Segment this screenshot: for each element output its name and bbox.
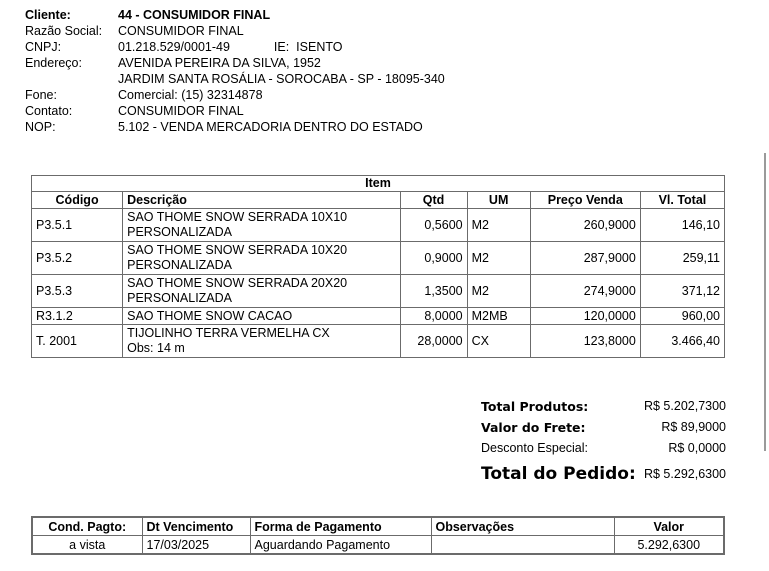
items-title-row xyxy=(32,176,725,192)
cell-qtd: 28,0000 xyxy=(400,325,467,358)
client-row-nop xyxy=(25,119,445,135)
cell-um: M2MB xyxy=(467,308,530,325)
header-cond-pagto: Cond. Pagto: xyxy=(32,517,142,536)
fone-label: Fone: xyxy=(25,88,57,102)
desconto-row xyxy=(481,438,726,459)
desc-line-2: PERSONALIZADA xyxy=(127,258,233,272)
desc-line-1: TIJOLINHO TERRA VERMELHA CX xyxy=(127,326,330,340)
desc-line-2: Obs: 14 m xyxy=(127,341,185,355)
client-row-contato xyxy=(25,103,445,119)
cell-um: CX xyxy=(467,325,530,358)
header-descricao: Descrição xyxy=(123,192,400,209)
cell-codigo: T. 2001 xyxy=(32,325,123,358)
cell-descricao xyxy=(123,209,400,242)
cell-um: M2 xyxy=(467,242,530,275)
desc-line-1: SAO THOME SNOW SERRADA 10X20 xyxy=(127,243,348,257)
header-valor: Valor xyxy=(614,517,724,536)
client-row-endereco-2 xyxy=(25,71,445,87)
table-row xyxy=(32,275,725,308)
desconto-label: Desconto Especial: xyxy=(481,441,589,455)
cnpj-value: 01.218.529/0001-49 xyxy=(118,40,230,54)
cell-descricao xyxy=(123,325,400,358)
cell-codigo: P3.5.3 xyxy=(32,275,123,308)
nop-value: 5.102 - VENDA MERCADORIA DENTRO DO ESTADO xyxy=(118,120,423,134)
table-row xyxy=(32,209,725,242)
cnpj-label: CNPJ: xyxy=(25,40,62,54)
cell-descricao: SAO THOME SNOW CACAO xyxy=(123,308,400,325)
payment-header-row xyxy=(32,517,724,536)
razao-social-value: CONSUMIDOR FINAL xyxy=(118,24,244,38)
items-title: Item xyxy=(32,176,725,192)
desconto-value: R$ 0,0000 xyxy=(668,441,726,455)
client-row-fone xyxy=(25,87,445,103)
header-preco-venda: Preço Venda xyxy=(530,192,640,209)
total-produtos-label: Total Produtos: xyxy=(481,399,589,414)
table-row xyxy=(32,536,724,555)
cell-observacoes xyxy=(431,536,614,555)
ie-label: IE: xyxy=(273,40,290,54)
endereco-value: AVENIDA PEREIRA DA SILVA, 1952 xyxy=(118,56,321,70)
cell-descricao xyxy=(123,242,400,275)
cell-codigo: P3.5.1 xyxy=(32,209,123,242)
cell-dt-vencimento: 17/03/2025 xyxy=(142,536,250,555)
cell-qtd: 0,5600 xyxy=(400,209,467,242)
client-row-cliente xyxy=(25,7,445,23)
cell-total: 960,00 xyxy=(640,308,724,325)
header-codigo: Código xyxy=(32,192,123,209)
total-produtos-value: R$ 5.202,7300 xyxy=(643,399,726,413)
valor-frete-label: Valor do Frete: xyxy=(481,420,586,435)
ie-value: ISENTO xyxy=(296,40,343,54)
vertical-scrollbar[interactable] xyxy=(764,153,766,451)
desc-line-2: PERSONALIZADA xyxy=(127,225,233,239)
cell-codigo: R3.1.2 xyxy=(32,308,123,325)
order-totals xyxy=(481,396,726,489)
endereco-2-value: JARDIM SANTA ROSÁLIA - SOROCABA - SP - 18095-340 xyxy=(118,72,445,86)
cell-um: M2 xyxy=(467,275,530,308)
cell-um: M2 xyxy=(467,209,530,242)
items-header-row xyxy=(32,192,725,209)
header-um: UM xyxy=(467,192,530,209)
cell-total: 371,12 xyxy=(640,275,724,308)
total-pedido-row xyxy=(481,459,726,489)
cell-preco: 287,9000 xyxy=(530,242,640,275)
valor-frete-value: R$ 89,9000 xyxy=(661,420,726,434)
header-dt-vencimento: Dt Vencimento xyxy=(142,517,250,536)
header-vl-total: Vl. Total xyxy=(640,192,724,209)
endereco-label: Endereço: xyxy=(25,56,82,70)
cell-total: 259,11 xyxy=(640,242,724,275)
client-row-cnpj xyxy=(25,39,445,55)
razao-social-label: Razão Social: xyxy=(25,24,103,38)
valor-frete-row xyxy=(481,417,726,438)
header-observacoes: Observações xyxy=(431,517,614,536)
payment-table xyxy=(31,516,725,555)
client-info xyxy=(25,7,445,135)
desc-line-2: PERSONALIZADA xyxy=(127,291,233,305)
client-row-endereco xyxy=(25,55,445,71)
table-row xyxy=(32,325,725,358)
cell-preco: 123,8000 xyxy=(530,325,640,358)
total-pedido-label: Total do Pedido: xyxy=(481,464,636,484)
total-pedido-value: R$ 5.292,6300 xyxy=(643,467,726,481)
contato-label: Contato: xyxy=(25,104,73,118)
desc-line-1: SAO THOME SNOW SERRADA 20X20 xyxy=(127,276,348,290)
client-row-razao-social xyxy=(25,23,445,39)
cell-qtd: 8,0000 xyxy=(400,308,467,325)
fone-value: Comercial: (15) 32314878 xyxy=(118,88,263,102)
cliente-value: 44 - CONSUMIDOR FINAL xyxy=(118,8,271,22)
cliente-label: Cliente: xyxy=(25,8,71,22)
desc-line-1: SAO THOME SNOW SERRADA 10X10 xyxy=(127,210,348,224)
table-row xyxy=(32,242,725,275)
cell-valor: 5.292,6300 xyxy=(614,536,724,555)
cell-preco: 274,9000 xyxy=(530,275,640,308)
header-forma-pagamento: Forma de Pagamento xyxy=(250,517,431,536)
cell-cond-pagto: a vista xyxy=(32,536,142,555)
cell-qtd: 0,9000 xyxy=(400,242,467,275)
cell-descricao xyxy=(123,275,400,308)
nop-label: NOP: xyxy=(25,120,56,134)
table-row xyxy=(32,308,725,325)
cell-qtd: 1,3500 xyxy=(400,275,467,308)
cell-total: 146,10 xyxy=(640,209,724,242)
total-produtos-row xyxy=(481,396,726,417)
cell-preco: 120,0000 xyxy=(530,308,640,325)
cell-codigo: P3.5.2 xyxy=(32,242,123,275)
contato-value: CONSUMIDOR FINAL xyxy=(118,104,244,118)
header-qtd: Qtd xyxy=(400,192,467,209)
cell-preco: 260,9000 xyxy=(530,209,640,242)
items-table xyxy=(31,175,725,358)
cell-total: 3.466,40 xyxy=(640,325,724,358)
cell-forma-pagamento: Aguardando Pagamento xyxy=(250,536,431,555)
